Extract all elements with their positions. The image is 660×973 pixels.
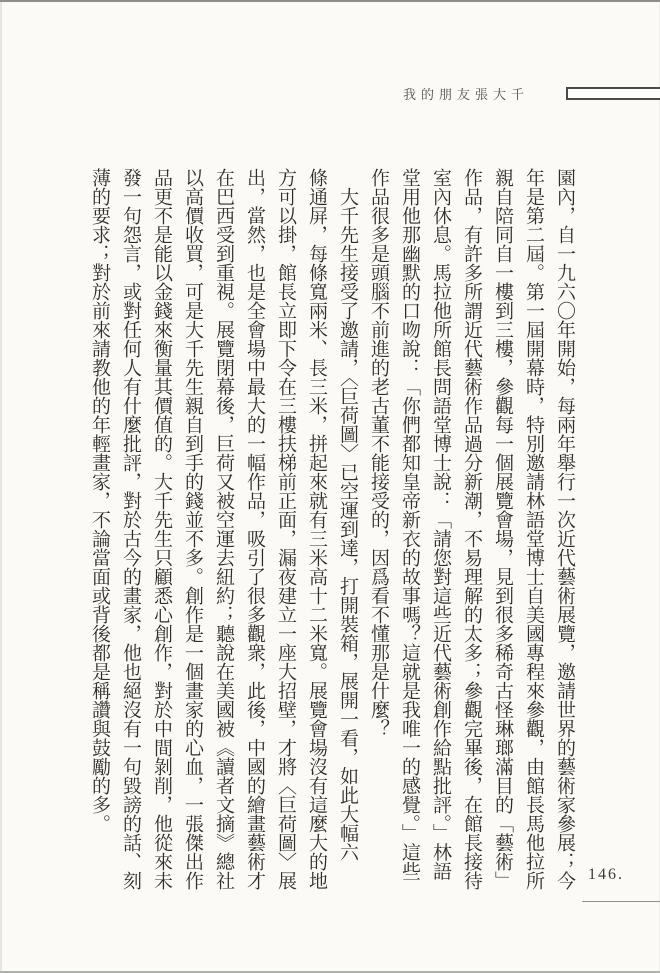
text-column: 堂用他那幽默的口吻說：「你們都知皇帝新衣的故事嗎？這就是我唯一的感覺。」這些 (399, 168, 420, 881)
text-column: 室內休息。馬拉他所館長問語堂博士說：「請您對這些近代藝術創作給點批評。」林語 (430, 168, 451, 881)
running-header-title: 我的朋友張大千 (403, 87, 530, 102)
text-column: 方可以掛，館長立即下令在三樓扶梯前正面，漏夜建立一座大招壁，才將〈巨荷圖〉展 (275, 168, 296, 890)
vertical-text-block (84, 168, 580, 929)
text-column: 薄的要求；對於前來請教他的年輕畫家，不論當面或背後都是稱讚與鼓勵的多。 (89, 168, 110, 833)
text-column: 親自陪同自一樓到三樓，參觀每一個展覽會場，見到很多稀奇古怪琳瑯滿目的「藝術」 (492, 168, 513, 890)
text-column: 出，當然，也是全會場中最大的一幅作品，吸引了很多觀衆，此後，中國的繪畫藝術才 (244, 168, 265, 890)
text-column: 品更不是能以金錢來衡量其價值的。大千先生只顧悉心創作，對於中間剝削，他從來未 (151, 168, 172, 890)
header-ornament-box (566, 87, 660, 100)
text-column: 年是第二屆。第一屆開幕時，特別邀請林語堂博士自美國專程來參觀，由館長馬他拉所 (523, 168, 544, 890)
text-column: 作品很多是頭腦不前進的老古董不能接受的，因爲看不懂那是什麼？ (368, 168, 389, 738)
text-column: 園內，自一九六〇年開始，每兩年舉行一次近代藝術展覽，邀請世界的藝術家參展；今 (554, 168, 575, 890)
page-number: 146. (588, 866, 624, 883)
text-column: 以高價收買，可是大千先生親自到手的錢並不多。創作是一個畫家的心血，一張傑出作 (182, 168, 203, 890)
text-column: 條通屏，每條寬兩米、長三米，拼起來就有三米高十二米寬。展覽會場沒有這麼大的地 (306, 168, 327, 890)
text-column: 作品，有許多所謂近代藝術作品過分新潮，不易理解的太多；參觀完畢後，在館長接待 (461, 168, 482, 890)
text-column: 發一句怨言，或對任何人有什麼批評，對於古今的畫家，他也絕沒有一句毀謗的話、刻 (120, 168, 141, 890)
text-column: 大千先生接受了邀請，〈巨荷圖〉已空運到達，打開裝箱，展開一看，如此大幅六 (337, 187, 358, 862)
text-column: 在巴西受到重視。展覽閉幕後，巨荷又被空運去紐約；聽說在美國被《讀者文摘》總社 (213, 168, 234, 890)
footer-rule (582, 901, 660, 902)
